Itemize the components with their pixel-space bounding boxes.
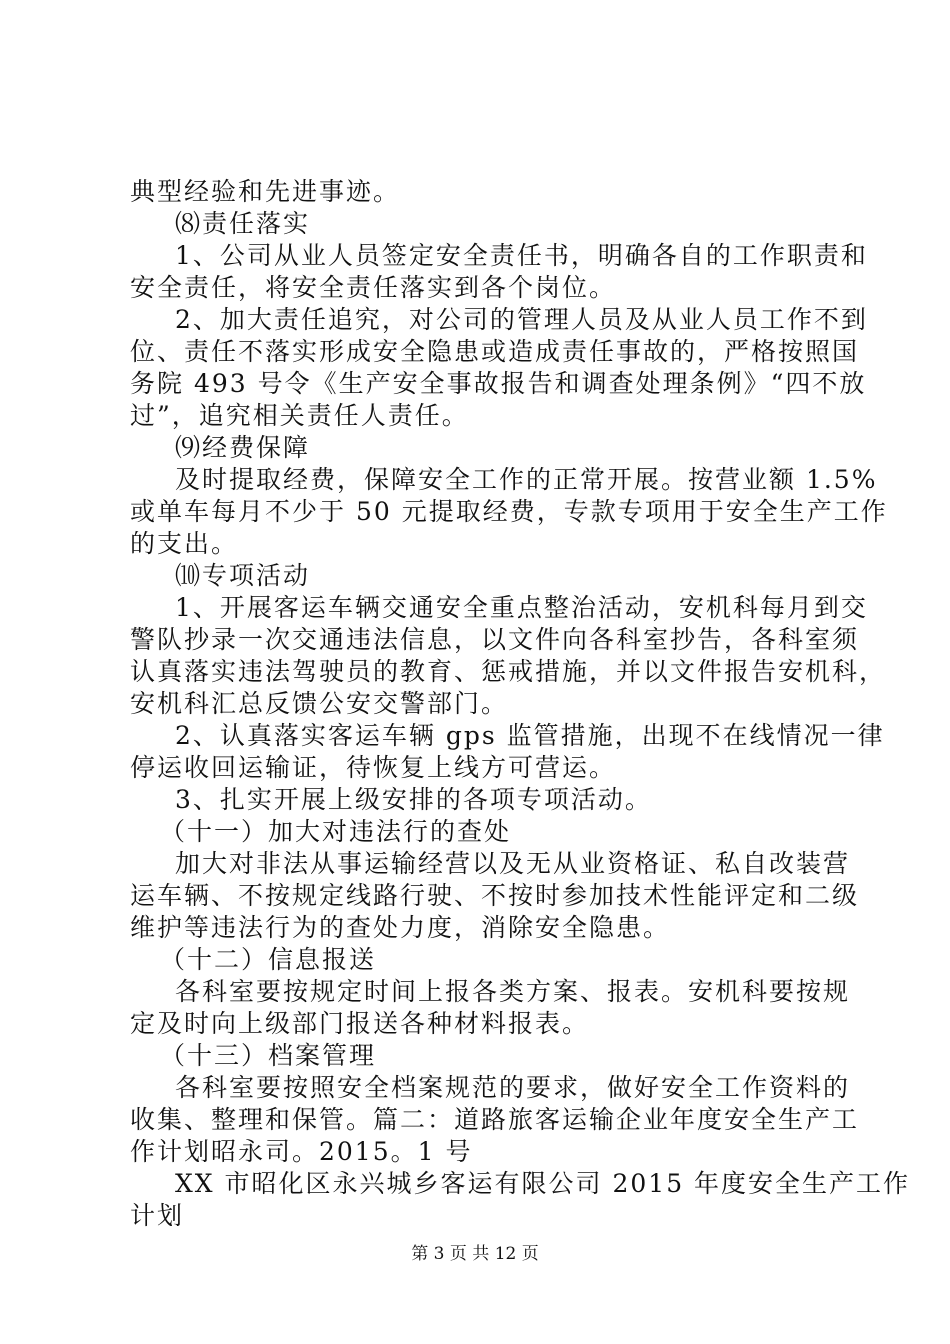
text-line: 停运收回运输证，待恢复上线方可营运。 xyxy=(130,753,617,782)
text-line: （十一）加大对违法行的查处 xyxy=(160,817,512,846)
text-line: 警队抄录一次交通违法信息，以文件向各科室抄告，各科室须 xyxy=(130,625,860,654)
text-line: 认真落实违法驾驶员的教育、惩戒措施，并以文件报告安机科， xyxy=(130,657,887,686)
text-line: 1、公司从业人员签定安全责任书，明确各自的工作职责和 xyxy=(175,241,868,270)
text-line: 定及时向上级部门报送各种材料报表。 xyxy=(130,1009,590,1038)
text-line: （十二）信息报送 xyxy=(160,945,377,974)
text-line: 各科室要按照安全档案规范的要求，做好安全工作资料的 xyxy=(175,1073,851,1102)
text-line: 安全责任，将安全责任落实到各个岗位。 xyxy=(130,273,617,302)
text-line: 2、加大责任追究，对公司的管理人员及从业人员工作不到 xyxy=(175,305,868,334)
text-line: 的支出。 xyxy=(130,529,239,558)
text-line: 各科室要按规定时间上报各类方案、报表。安机科要按规 xyxy=(175,977,851,1006)
page-footer: 第 3 页 共 12 页 xyxy=(411,1244,539,1264)
text-line: 维护等违法行为的查处力度，消除安全隐患。 xyxy=(130,913,671,942)
text-line: 安机科汇总反馈公安交警部门。 xyxy=(130,689,509,718)
text-line: 位、责任不落实形成安全隐患或造成责任事故的，严格按照国 xyxy=(130,337,860,366)
text-line: 作计划昭永司。2015。1 号 xyxy=(130,1137,473,1166)
text-line: XX 市昭化区永兴城乡客运有限公司 2015 年度安全生产工作 xyxy=(175,1169,911,1198)
text-line: 务院 493 号令《生产安全事故报告和调查处理条例》“四不放 xyxy=(130,369,867,398)
text-line: 1、开展客运车辆交通安全重点整治活动，安机科每月到交 xyxy=(175,593,868,622)
text-line: ⑻责任落实 xyxy=(175,209,311,238)
text-line: 或单车每月不少于 50 元提取经费，专款专项用于安全生产工作 xyxy=(130,497,888,526)
text-line: 过”，追究相关责任人责任。 xyxy=(130,401,469,430)
text-line: 运车辆、不按规定线路行驶、不按时参加技术性能评定和二级 xyxy=(130,881,860,910)
text-line: 2、认真落实客运车辆 gps 监管措施，出现不在线情况一律 xyxy=(175,721,885,750)
text-line: ⑼经费保障 xyxy=(175,433,311,462)
text-line: 计划 xyxy=(130,1201,185,1230)
text-line: 加大对非法从事运输经营以及无从业资格证、私自改装营 xyxy=(175,849,851,878)
text-line: ⑽专项活动 xyxy=(175,561,311,590)
text-line: 收集、整理和保管。篇二：道路旅客运输企业年度安全生产工 xyxy=(130,1105,860,1134)
text-line: 3、扎实开展上级安排的各项专项活动。 xyxy=(175,785,652,814)
text-line: 典型经验和先进事迹。 xyxy=(130,177,401,206)
text-line: （十三）档案管理 xyxy=(160,1041,377,1070)
text-line: 及时提取经费，保障安全工作的正常开展。按营业额 1.5% xyxy=(175,465,878,494)
